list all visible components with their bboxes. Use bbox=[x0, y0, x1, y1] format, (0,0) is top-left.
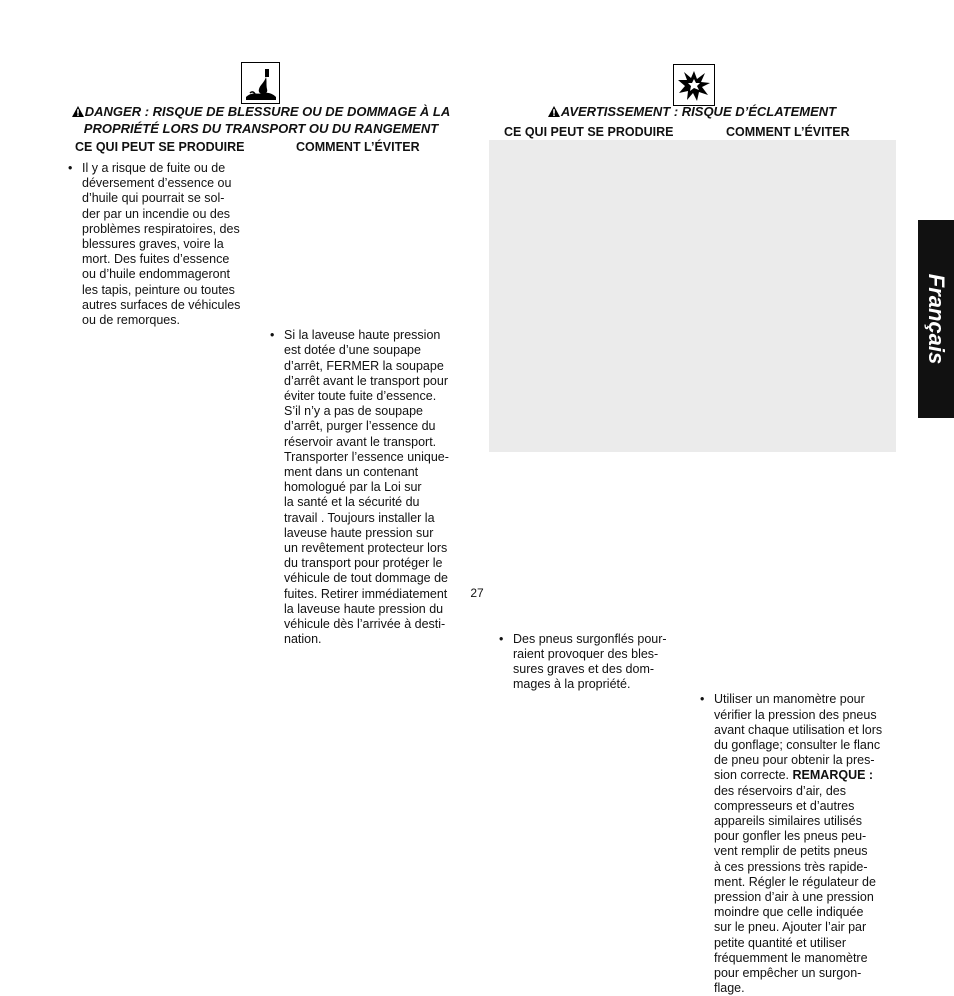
right-col1-heading: CE QUI PEUT SE PRODUIRE bbox=[504, 125, 674, 139]
language-side-tab bbox=[918, 220, 954, 418]
left-col1-heading: CE QUI PEUT SE PRODUIRE bbox=[75, 140, 245, 154]
explosion-icon bbox=[673, 64, 715, 106]
left-col2-heading: COMMENT L’ÉVITER bbox=[296, 140, 420, 154]
left-col1-text: • Il y a risque de fuite ou de déversement d’essence ou d’huile qui pourrait se sol- der par un incendie ou des problèmes respiratoires, des blessures graves, voire la mort. Des fuites d’essence ou d’huile endommageront les tapis, peinture ou toutes autres surfaces de véhicules ou de remorques. bbox=[68, 161, 272, 328]
warning-triangle-icon bbox=[548, 106, 560, 117]
shaded-panel bbox=[489, 140, 896, 452]
right-col2-text: • Utiliser un manomètre pour vérifier la pression des pneus avant chaque utilisation et lors du gonflage; consulter le flanc de pneu pour obtenir la pres- sion correcte. REMARQUE : des réservoirs d’air, des compresseurs et d’autres appareils similaires utilisés pour gonfler les pneus peu- vent remplir de petits pneus à ces pressions très rapide- ment. Régler le régulateur de pression d’air à une pression moindre que celle indiquée sur le pneu. Ajouter l’air par petite quantité et utiliser fréquemment le manomètre pour empêcher un surgon- flage. bbox=[700, 692, 910, 996]
warning-title: AVERTISSEMENT : RISQUE D’ÉCLATEMENT bbox=[488, 103, 896, 120]
warning-triangle-icon bbox=[72, 106, 84, 117]
left-col2-text: • Si la laveuse haute pression est dotée d’une soupape d’arrêt, FERMER la soupape d’arrêt avant le transport pour éviter toute fuite d’essence. S’il n’y a pas de soupape d’arrêt, purger l’essence du réservoir avant le transport. Transporter l’essence unique- ment dans un contenant homologué par la Loi sur la santé et la sécurité du travail . Toujours installer la laveuse haute pression sur un revêtement protecteur lors du transport pour protéger le véhicule de tout dommage de fuites. Retirer immédiatement la laveuse haute pression du véhicule dès l’arrivée à desti- nation. bbox=[270, 328, 484, 647]
right-col2-heading: COMMENT L’ÉVITER bbox=[726, 125, 850, 139]
language-label: Français bbox=[924, 273, 949, 365]
page-number: 27 bbox=[470, 586, 484, 600]
fuel-spill-icon bbox=[241, 62, 280, 104]
right-col1-text: • Des pneus surgonflés pour- raient provoquer des bles- sures graves et des dom- mages à la propriété. bbox=[499, 632, 703, 693]
danger-title: DANGER : RISQUE DE BLESSURE OU DE DOMMAGE À LA PROPRIÉTÉ LORS DU TRANSPORT OU DU RANGEMENT bbox=[50, 103, 472, 137]
